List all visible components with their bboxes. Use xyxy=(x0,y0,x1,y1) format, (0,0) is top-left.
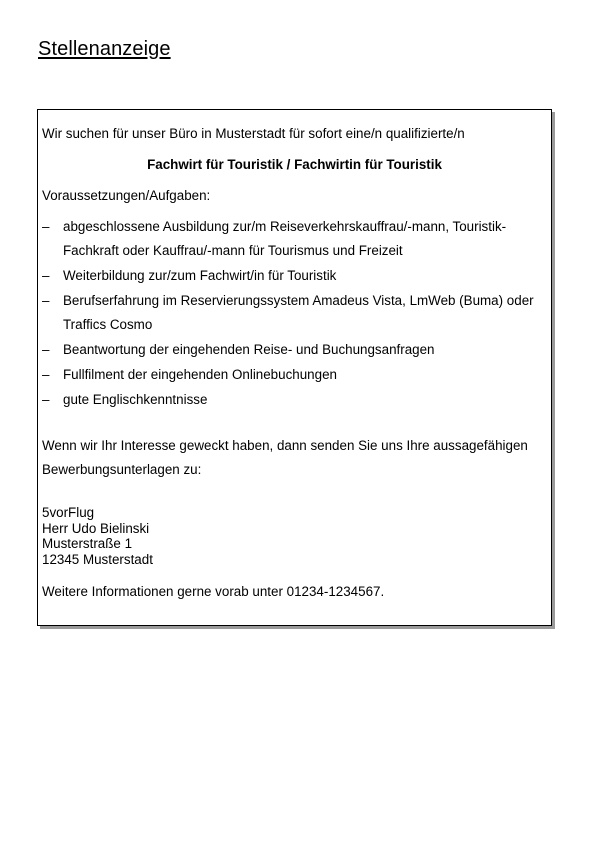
requirement-text: Berufserfahrung im Reservierungssystem Amadeus Vista, LmWeb (Buma) oder Traffics Cosmo xyxy=(63,293,534,332)
postal-city: 12345 Musterstadt xyxy=(42,551,153,567)
requirement-item xyxy=(42,338,547,362)
requirement-text: abgeschlossene Ausbildung zur/m Reiseverkehrskauffrau/-mann, Touristik-Fachkraft oder Kauffrau/-mann für Tourismus und Freizeit xyxy=(63,219,507,258)
dash-bullet: – xyxy=(42,367,50,382)
further-info-text: Weitere Informationen gerne vorab unter 01234-1234567. xyxy=(42,584,385,600)
dash-bullet: – xyxy=(42,293,50,308)
closing-text: Wenn wir Ihr Interesse geweckt haben, dann senden Sie uns Ihre aussagefähigen Bewerbungsunterlagen zu: xyxy=(42,438,528,477)
requirement-item xyxy=(42,363,547,387)
dash-bullet: – xyxy=(42,219,50,234)
intro-text: Wir suchen für unser Büro in Musterstadt für sofort eine/n qualifizierte/n xyxy=(42,126,465,141)
job-ad-content xyxy=(42,122,547,604)
requirements-heading: Voraussetzungen/Aufgaben: xyxy=(42,188,211,203)
requirement-item xyxy=(42,215,547,263)
requirement-text: Weiterbildung zur/zum Fachwirt/in für Touristik xyxy=(63,268,337,283)
requirement-item xyxy=(42,388,547,412)
requirement-text: Fullfilment der eingehenden Onlinebuchungen xyxy=(63,367,337,382)
requirement-text: gute Englischkenntnisse xyxy=(63,392,208,407)
requirements-list xyxy=(42,215,547,412)
dash-bullet: – xyxy=(42,268,50,283)
dash-bullet: – xyxy=(42,342,50,357)
company-name: 5vorFlug xyxy=(42,505,95,520)
address-block xyxy=(42,505,547,567)
requirement-text: Beantwortung der eingehenden Reise- und Buchungsanfragen xyxy=(63,342,435,357)
street-address: Musterstraße 1 xyxy=(42,536,133,552)
requirement-item xyxy=(42,289,547,337)
page-title: Stellenanzeige xyxy=(38,38,171,60)
job-title: Fachwirt für Touristik / Fachwirtin für Touristik xyxy=(147,157,442,172)
requirement-item xyxy=(42,264,547,288)
dash-bullet: – xyxy=(42,392,50,407)
job-ad-box xyxy=(37,109,552,626)
contact-person: Herr Udo Bielinski xyxy=(42,520,150,536)
